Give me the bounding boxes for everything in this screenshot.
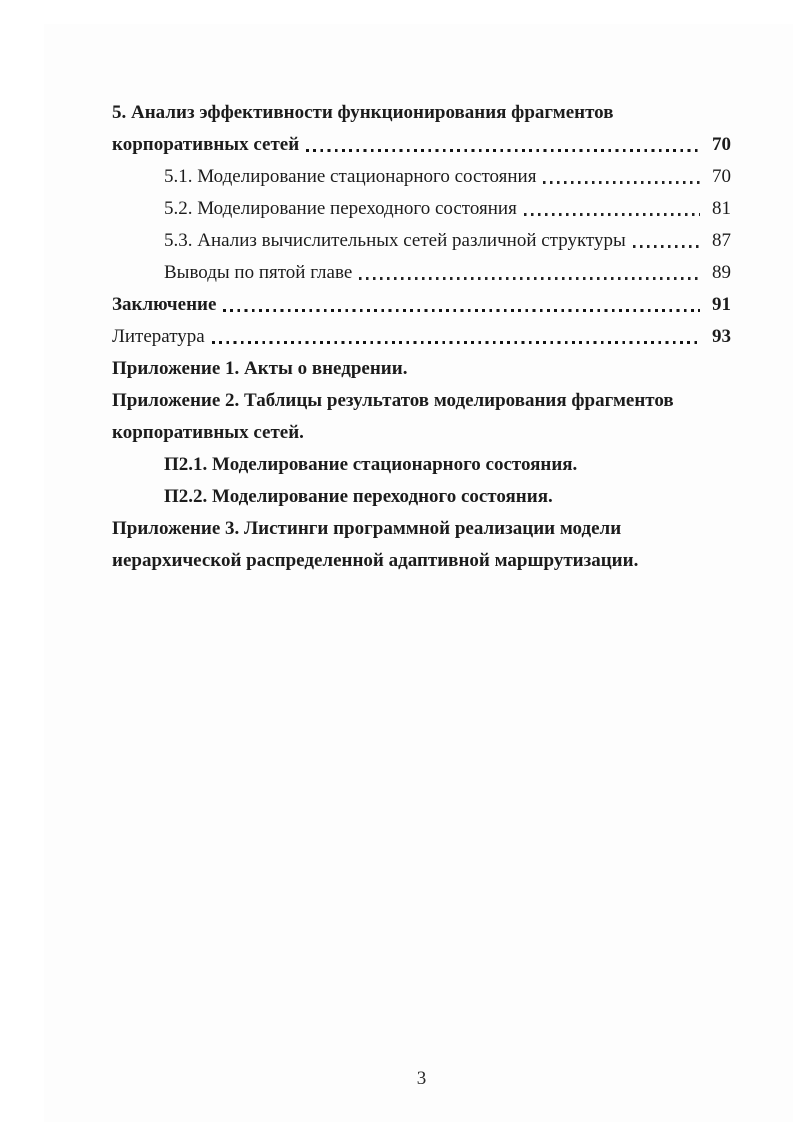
toc-entry — [112, 321, 731, 353]
toc-entry — [112, 289, 731, 321]
toc-entry-page-number: 81 — [712, 198, 731, 219]
toc-entry — [112, 97, 731, 129]
toc-entry — [112, 449, 731, 481]
dot-leader — [223, 309, 700, 312]
dot-leader — [212, 341, 700, 344]
toc-entry-page-number: 93 — [712, 326, 731, 347]
toc-entry-text: 5.1. Моделирование стационарного состояния — [164, 166, 537, 187]
dot-leader — [524, 213, 700, 216]
toc-entry-text: Выводы по пятой главе — [164, 262, 353, 283]
toc-entry — [112, 225, 731, 257]
toc-entry-text: Приложение 1. Акты о внедрении. — [112, 358, 408, 379]
toc-entry — [112, 385, 731, 417]
dot-leader — [633, 245, 700, 248]
toc-entry-text: корпоративных сетей — [112, 134, 300, 155]
toc-entry — [112, 257, 731, 289]
toc-entry — [112, 161, 731, 193]
page-number: 3 — [416, 1068, 427, 1089]
toc-entry — [112, 513, 731, 545]
toc-entry-text: корпоративных сетей. — [112, 422, 304, 443]
toc-entry-text: 5.2. Моделирование переходного состояния — [164, 198, 517, 219]
toc-entry — [112, 129, 731, 161]
toc-entry — [112, 417, 731, 449]
toc-entry-text: иерархической распределенной адаптивной маршрутизации. — [112, 550, 639, 571]
toc-entry-page-number: 89 — [712, 262, 731, 283]
toc-entry — [112, 193, 731, 225]
toc-entry-text: Приложение 2. Таблицы результатов моделирования фрагментов — [112, 390, 674, 411]
toc-entry-text: П2.1. Моделирование стационарного состояния. — [164, 454, 578, 475]
table-of-contents — [112, 97, 731, 577]
toc-entry-page-number: 70 — [712, 134, 731, 155]
dot-leader — [359, 277, 700, 280]
dot-leader — [306, 149, 700, 152]
toc-entry-page-number: 87 — [712, 230, 731, 251]
toc-entry-text: Приложение 3. Листинги программной реализации модели — [112, 518, 622, 539]
toc-entry-text: 5. Анализ эффективности функционирования фрагментов — [112, 102, 614, 123]
toc-entry-text: Литература — [112, 326, 205, 347]
dot-leader — [543, 181, 700, 184]
toc-entry-page-number: 91 — [712, 294, 731, 315]
toc-entry-text: Заключение — [112, 294, 217, 315]
toc-entry — [112, 481, 731, 513]
toc-entry — [112, 545, 731, 577]
toc-entry-text: П2.2. Моделирование переходного состояния. — [164, 486, 553, 507]
toc-entry-page-number: 70 — [712, 166, 731, 187]
toc-entry — [112, 353, 731, 385]
toc-entry-text: 5.3. Анализ вычислительных сетей различной структуры — [164, 230, 626, 251]
